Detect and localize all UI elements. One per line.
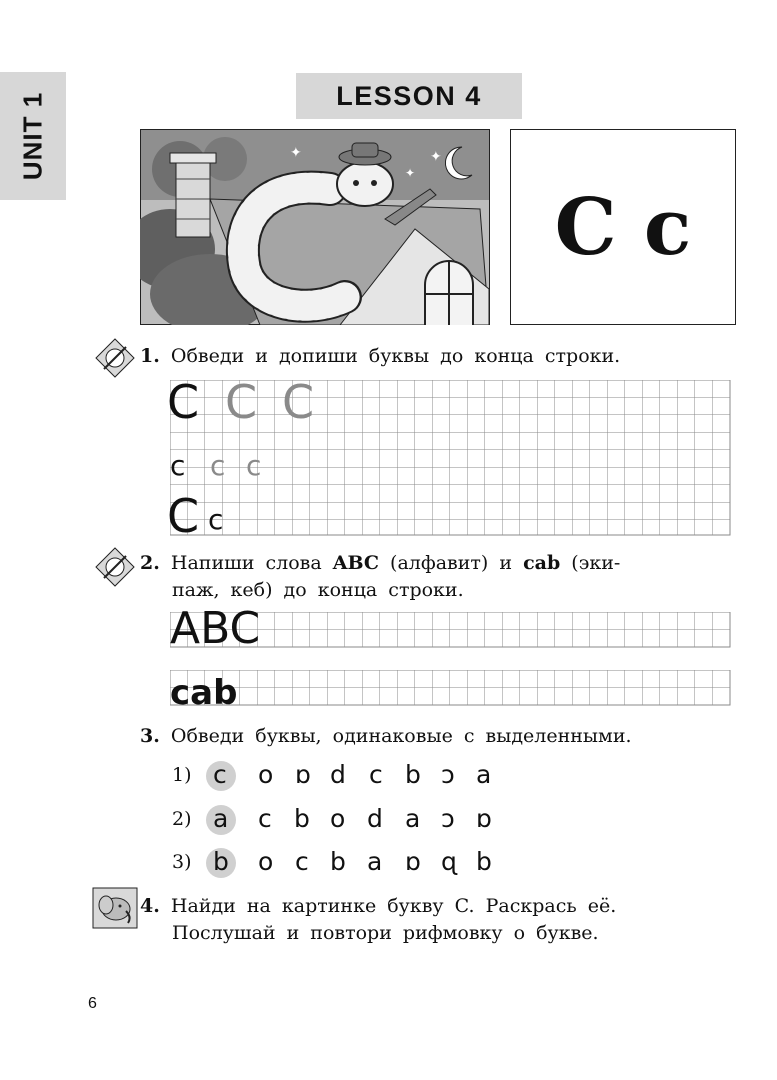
letter-option[interactable]: ɒ	[405, 847, 421, 876]
exercise-2-pre: Напиши слова	[170, 552, 322, 574]
exercise-2-word2: cab	[523, 552, 561, 574]
svg-text:✦: ✦	[430, 149, 442, 165]
letter-option[interactable]: ɒ	[295, 760, 311, 789]
letter-option[interactable]: d	[330, 760, 346, 789]
page-number: 6	[88, 995, 97, 1012]
letter-option[interactable]: c	[258, 804, 272, 833]
exercise-4-instruction	[140, 892, 616, 920]
write-word-abc: ABC	[170, 603, 261, 654]
letter-option[interactable]: o	[330, 804, 346, 833]
letter-option[interactable]: a	[367, 847, 383, 876]
exercise-3-row-3-label: 3)	[172, 851, 192, 873]
letter-option[interactable]: ɔ	[441, 804, 455, 833]
pencil-task-icon	[94, 337, 136, 379]
exercise-3-row-1-label: 1)	[172, 764, 192, 786]
letter-option[interactable]: ɔ	[441, 760, 455, 789]
exercise-2-instruction	[140, 549, 740, 577]
letter-option[interactable]: a	[476, 760, 492, 789]
letter-card: C c	[510, 129, 736, 325]
pencil-task-icon-2	[94, 546, 136, 588]
trace-letter-c-gray-2: c	[246, 449, 262, 482]
letter-option[interactable]: ɋ	[441, 847, 457, 876]
exercise-3-instruction	[140, 722, 632, 750]
exercise-2-word1: ABC	[332, 552, 379, 574]
unit-label: UNIT 1	[17, 91, 48, 181]
exercise-1-number: 1.	[140, 345, 160, 367]
svg-text:✦: ✦	[290, 145, 302, 161]
exercise-2-grid-cab[interactable]	[170, 670, 732, 713]
trace-letter-c-gray: c	[210, 449, 226, 482]
letter-option[interactable]: c	[295, 847, 309, 876]
write-word-cab: cab	[170, 673, 238, 713]
exercise-2-mid2: (эки-	[571, 552, 621, 574]
exercise-3-number: 3.	[140, 725, 160, 747]
letter-option[interactable]: a	[405, 804, 421, 833]
trace-letter-C-solid: C	[167, 375, 200, 429]
exercise-4-number: 4.	[140, 895, 160, 917]
elephant-listen-icon	[92, 887, 138, 929]
trace-letter-c-row3: c	[208, 503, 224, 536]
trace-letter-C-gray: C	[225, 375, 258, 429]
letter-option[interactable]: b	[330, 847, 346, 876]
exercise-1-instruction	[140, 342, 620, 370]
exercise-2-line2: паж, кеб) до конца строки.	[172, 579, 464, 601]
target-letter[interactable]: b	[213, 847, 229, 876]
exercise-2-mid1: (алфавит) и	[390, 552, 513, 574]
exercise-4-line2: Послушай и повтори рифмовку о букве.	[172, 922, 599, 944]
letter-option[interactable]: b	[294, 804, 310, 833]
target-letter[interactable]: c	[213, 760, 227, 789]
trace-letter-C-row3: C	[167, 489, 200, 543]
exercise-3-row-2-label: 2)	[172, 808, 192, 830]
unit-side-tab	[0, 72, 66, 200]
letter-option[interactable]: o	[258, 760, 274, 789]
trace-letter-C-gray-2: C	[282, 375, 315, 429]
exercise-2-number: 2.	[140, 552, 160, 574]
letter-option[interactable]: b	[405, 760, 421, 789]
exercise-3-text: Обведи буквы, одинаковые с выделенными.	[170, 725, 632, 747]
target-letter[interactable]: a	[213, 804, 229, 833]
letter-option[interactable]: c	[369, 760, 383, 789]
letter-option[interactable]: d	[367, 804, 383, 833]
letter-option[interactable]: o	[258, 847, 274, 876]
exercise-4-line1: Найди на картинке букву C. Раскрась её.	[170, 895, 617, 917]
letter-option[interactable]: b	[476, 847, 492, 876]
exercise-1-text: Обведи и допиши буквы до конца строки.	[170, 345, 621, 367]
lesson-illustration	[140, 129, 490, 325]
svg-text:✦: ✦	[405, 166, 416, 180]
trace-letter-c-solid: c	[170, 449, 186, 482]
letter-option[interactable]: ɒ	[476, 804, 492, 833]
lesson-title: LESSON 4	[296, 73, 522, 119]
